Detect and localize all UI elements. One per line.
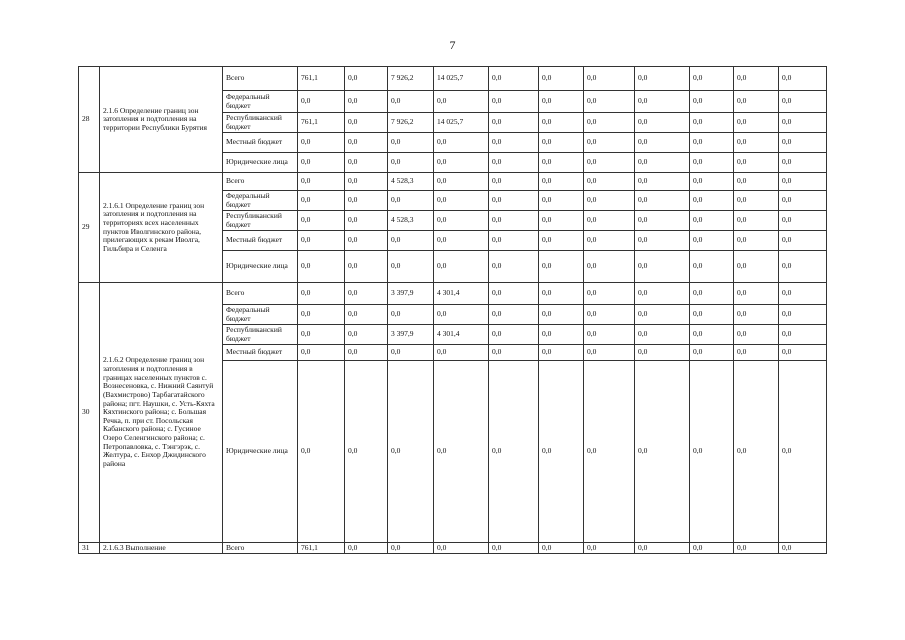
funding-value: 0,0 — [690, 133, 734, 153]
funding-value: 0,0 — [734, 173, 779, 191]
funding-value: 0,0 — [539, 543, 584, 554]
funding-value: 0,0 — [345, 191, 388, 211]
funding-value: 0,0 — [388, 133, 434, 153]
funding-value: 761,1 — [298, 543, 345, 554]
funding-source: Всего — [223, 67, 298, 91]
funding-value: 0,0 — [434, 91, 489, 113]
funding-value: 0,0 — [539, 191, 584, 211]
funding-value: 761,1 — [298, 113, 345, 133]
funding-value: 0,0 — [779, 543, 827, 554]
funding-value: 0,0 — [690, 231, 734, 251]
row-number: 29 — [79, 173, 100, 283]
funding-value: 0,0 — [388, 305, 434, 325]
funding-value: 0,0 — [779, 305, 827, 325]
funding-value: 0,0 — [779, 153, 827, 173]
funding-source: Юридические лица — [223, 361, 298, 543]
funding-value: 0,0 — [489, 113, 539, 133]
funding-value: 0,0 — [779, 173, 827, 191]
funding-source: Юридические лица — [223, 251, 298, 283]
funding-value: 0,0 — [539, 153, 584, 173]
funding-value: 0,0 — [539, 361, 584, 543]
funding-value: 0,0 — [690, 345, 734, 361]
funding-value: 0,0 — [635, 91, 690, 113]
funding-value: 0,0 — [635, 231, 690, 251]
funding-value: 0,0 — [690, 211, 734, 231]
funding-value: 0,0 — [690, 305, 734, 325]
funding-value: 0,0 — [345, 325, 388, 345]
funding-value: 0,0 — [779, 91, 827, 113]
funding-value: 0,0 — [298, 305, 345, 325]
table-row — [79, 67, 827, 91]
funding-value: 0,0 — [734, 91, 779, 113]
funding-value: 0,0 — [690, 283, 734, 305]
funding-value: 0,0 — [388, 543, 434, 554]
funding-value: 7 926,2 — [388, 67, 434, 91]
funding-value: 0,0 — [388, 345, 434, 361]
funding-value: 0,0 — [434, 173, 489, 191]
activity-name: 2.1.6.3 Выполнение — [100, 543, 223, 554]
funding-value: 0,0 — [734, 191, 779, 211]
funding-value: 0,0 — [489, 231, 539, 251]
funding-value: 0,0 — [489, 133, 539, 153]
funding-value: 0,0 — [539, 345, 584, 361]
funding-value: 0,0 — [584, 251, 635, 283]
table-row — [79, 283, 827, 305]
funding-value: 0,0 — [539, 325, 584, 345]
activity-name: 2.1.6 Определение границ зон затопления и подтопления на территории Республики Бурятия — [100, 67, 223, 173]
funding-value: 0,0 — [635, 305, 690, 325]
funding-value: 0,0 — [345, 283, 388, 305]
funding-value: 0,0 — [584, 283, 635, 305]
funding-value: 0,0 — [345, 345, 388, 361]
funding-source: Местный бюджет — [223, 133, 298, 153]
funding-source: Федеральный бюджет — [223, 91, 298, 113]
funding-value: 0,0 — [489, 91, 539, 113]
funding-value: 0,0 — [690, 153, 734, 173]
activity-name: 2.1.6.1 Определение границ зон затопления и подтопления на территориях всех населенных пунктов Иволгинского района, прилегающих к рекам Иволга, Гильбира и Селенга — [100, 173, 223, 283]
funding-source: Республиканский бюджет — [223, 211, 298, 231]
funding-value: 3 397,9 — [388, 325, 434, 345]
funding-value: 0,0 — [539, 231, 584, 251]
funding-value: 0,0 — [734, 113, 779, 133]
funding-value: 0,0 — [584, 211, 635, 231]
funding-value: 0,0 — [489, 543, 539, 554]
funding-value: 0,0 — [779, 325, 827, 345]
funding-value: 0,0 — [539, 67, 584, 91]
funding-source: Республиканский бюджет — [223, 113, 298, 133]
funding-value: 0,0 — [489, 173, 539, 191]
funding-value: 0,0 — [434, 153, 489, 173]
funding-value: 0,0 — [584, 91, 635, 113]
activity-name: 2.1.6.2 Определение границ зон затопления и подтопления в границах населенных пунктов с. Вознесеновка, с. Нижний Саянтуй (Вахмистрово) Тарбагатайского района; пгт. Наушки, с. Усть-Кяхта Кяхтинского района; с. Большая Речка, п. при ст. Посольская Кабанского района; с. Гусиное Озеро Селенгинского района; с. Петропавловка, с. Тэнгэрэк, с. Желтура, с. Енхор Джидинского района — [100, 283, 223, 543]
row-number: 30 — [79, 283, 100, 543]
funding-value: 0,0 — [584, 543, 635, 554]
funding-value: 0,0 — [489, 325, 539, 345]
funding-value: 0,0 — [388, 91, 434, 113]
funding-value: 0,0 — [298, 91, 345, 113]
funding-value: 0,0 — [298, 153, 345, 173]
funding-value: 0,0 — [635, 211, 690, 231]
funding-value: 0,0 — [434, 191, 489, 211]
funding-value: 0,0 — [779, 113, 827, 133]
funding-value: 0,0 — [434, 211, 489, 231]
funding-source: Всего — [223, 173, 298, 191]
funding-value: 0,0 — [690, 251, 734, 283]
funding-value: 0,0 — [584, 305, 635, 325]
funding-value: 0,0 — [584, 231, 635, 251]
funding-value: 0,0 — [539, 91, 584, 113]
funding-value: 0,0 — [779, 67, 827, 91]
funding-value: 0,0 — [635, 543, 690, 554]
funding-value: 0,0 — [434, 251, 489, 283]
funding-value: 4 528,3 — [388, 211, 434, 231]
funding-value: 0,0 — [584, 153, 635, 173]
funding-value: 0,0 — [734, 543, 779, 554]
funding-value: 0,0 — [690, 361, 734, 543]
table-body — [79, 67, 827, 554]
funding-source: Юридические лица — [223, 153, 298, 173]
funding-value: 0,0 — [635, 153, 690, 173]
funding-value: 4 301,4 — [434, 325, 489, 345]
funding-value: 0,0 — [345, 305, 388, 325]
funding-value: 0,0 — [690, 91, 734, 113]
funding-value: 0,0 — [345, 67, 388, 91]
funding-source: Федеральный бюджет — [223, 305, 298, 325]
funding-value: 0,0 — [489, 361, 539, 543]
funding-source: Всего — [223, 283, 298, 305]
funding-value: 0,0 — [584, 67, 635, 91]
funding-source: Федеральный бюджет — [223, 191, 298, 211]
funding-value: 0,0 — [434, 231, 489, 251]
funding-value: 0,0 — [690, 325, 734, 345]
funding-value: 0,0 — [298, 191, 345, 211]
funding-value: 0,0 — [690, 173, 734, 191]
funding-value: 0,0 — [345, 113, 388, 133]
table-row — [79, 543, 827, 554]
funding-value: 0,0 — [690, 67, 734, 91]
funding-value: 0,0 — [345, 153, 388, 173]
funding-value: 0,0 — [539, 113, 584, 133]
funding-value: 0,0 — [434, 361, 489, 543]
funding-value: 0,0 — [298, 361, 345, 543]
funding-value: 0,0 — [434, 305, 489, 325]
funding-value: 0,0 — [584, 325, 635, 345]
funding-value: 0,0 — [635, 191, 690, 211]
funding-value: 0,0 — [779, 251, 827, 283]
funding-value: 0,0 — [635, 173, 690, 191]
funding-value: 0,0 — [345, 173, 388, 191]
funding-value: 0,0 — [779, 191, 827, 211]
funding-value: 0,0 — [734, 251, 779, 283]
funding-value: 0,0 — [489, 153, 539, 173]
funding-value: 0,0 — [539, 283, 584, 305]
funding-value: 0,0 — [734, 153, 779, 173]
funding-value: 0,0 — [635, 361, 690, 543]
funding-value: 0,0 — [734, 211, 779, 231]
funding-value: 0,0 — [584, 113, 635, 133]
funding-value: 0,0 — [298, 345, 345, 361]
funding-value: 0,0 — [298, 173, 345, 191]
funding-value: 0,0 — [779, 133, 827, 153]
funding-value: 0,0 — [489, 251, 539, 283]
page-number: 7 — [449, 38, 456, 52]
funding-value: 7 926,2 — [388, 113, 434, 133]
row-number: 31 — [79, 543, 100, 554]
funding-value: 0,0 — [690, 113, 734, 133]
funding-value: 0,0 — [298, 283, 345, 305]
funding-value: 0,0 — [388, 191, 434, 211]
funding-value: 0,0 — [584, 361, 635, 543]
funding-value: 0,0 — [779, 345, 827, 361]
funding-value: 0,0 — [388, 361, 434, 543]
funding-value: 0,0 — [635, 67, 690, 91]
funding-value: 0,0 — [635, 113, 690, 133]
funding-source: Местный бюджет — [223, 345, 298, 361]
funding-value: 761,1 — [298, 67, 345, 91]
funding-value: 0,0 — [388, 231, 434, 251]
funding-value: 0,0 — [345, 91, 388, 113]
funding-value: 0,0 — [539, 211, 584, 231]
funding-value: 0,0 — [345, 361, 388, 543]
funding-value: 0,0 — [734, 283, 779, 305]
funding-value: 0,0 — [734, 133, 779, 153]
funding-source: Местный бюджет — [223, 231, 298, 251]
funding-value: 14 025,7 — [434, 113, 489, 133]
funding-value: 0,0 — [345, 211, 388, 231]
funding-value: 0,0 — [298, 325, 345, 345]
funding-value: 0,0 — [734, 345, 779, 361]
funding-value: 0,0 — [345, 133, 388, 153]
funding-value: 0,0 — [734, 305, 779, 325]
funding-value: 4 528,3 — [388, 173, 434, 191]
funding-source: Республиканский бюджет — [223, 325, 298, 345]
funding-value: 0,0 — [298, 133, 345, 153]
funding-value: 0,0 — [489, 211, 539, 231]
funding-value: 0,0 — [635, 345, 690, 361]
funding-value: 0,0 — [489, 191, 539, 211]
funding-value: 0,0 — [690, 543, 734, 554]
funding-value: 0,0 — [298, 251, 345, 283]
funding-value: 0,0 — [489, 67, 539, 91]
funding-value: 0,0 — [539, 305, 584, 325]
funding-value: 14 025,7 — [434, 67, 489, 91]
funding-value: 0,0 — [539, 251, 584, 283]
funding-value: 0,0 — [584, 133, 635, 153]
funding-value: 0,0 — [434, 543, 489, 554]
funding-value: 0,0 — [734, 361, 779, 543]
funding-value: 0,0 — [539, 173, 584, 191]
funding-value: 0,0 — [635, 325, 690, 345]
funding-value: 0,0 — [734, 67, 779, 91]
funding-value: 0,0 — [584, 191, 635, 211]
funding-value: 0,0 — [388, 153, 434, 173]
funding-value: 0,0 — [734, 231, 779, 251]
funding-value: 0,0 — [635, 133, 690, 153]
funding-value: 0,0 — [345, 543, 388, 554]
funding-value: 0,0 — [734, 325, 779, 345]
funding-value: 0,0 — [434, 345, 489, 361]
funding-value: 0,0 — [298, 231, 345, 251]
budget-table — [78, 66, 827, 554]
funding-value: 0,0 — [298, 211, 345, 231]
funding-value: 0,0 — [539, 133, 584, 153]
funding-value: 0,0 — [584, 345, 635, 361]
funding-value: 0,0 — [690, 191, 734, 211]
funding-value: 0,0 — [779, 231, 827, 251]
funding-value: 0,0 — [584, 173, 635, 191]
funding-value: 0,0 — [345, 231, 388, 251]
row-number: 28 — [79, 67, 100, 173]
funding-value: 0,0 — [779, 361, 827, 543]
funding-value: 3 397,9 — [388, 283, 434, 305]
funding-value: 4 301,4 — [434, 283, 489, 305]
funding-value: 0,0 — [345, 251, 388, 283]
funding-value: 0,0 — [489, 345, 539, 361]
funding-value: 0,0 — [489, 283, 539, 305]
funding-value: 0,0 — [779, 283, 827, 305]
funding-value: 0,0 — [779, 211, 827, 231]
funding-value: 0,0 — [434, 133, 489, 153]
funding-value: 0,0 — [635, 283, 690, 305]
funding-value: 0,0 — [635, 251, 690, 283]
funding-value: 0,0 — [388, 251, 434, 283]
table-row — [79, 173, 827, 191]
funding-source: Всего — [223, 543, 298, 554]
funding-value: 0,0 — [489, 305, 539, 325]
